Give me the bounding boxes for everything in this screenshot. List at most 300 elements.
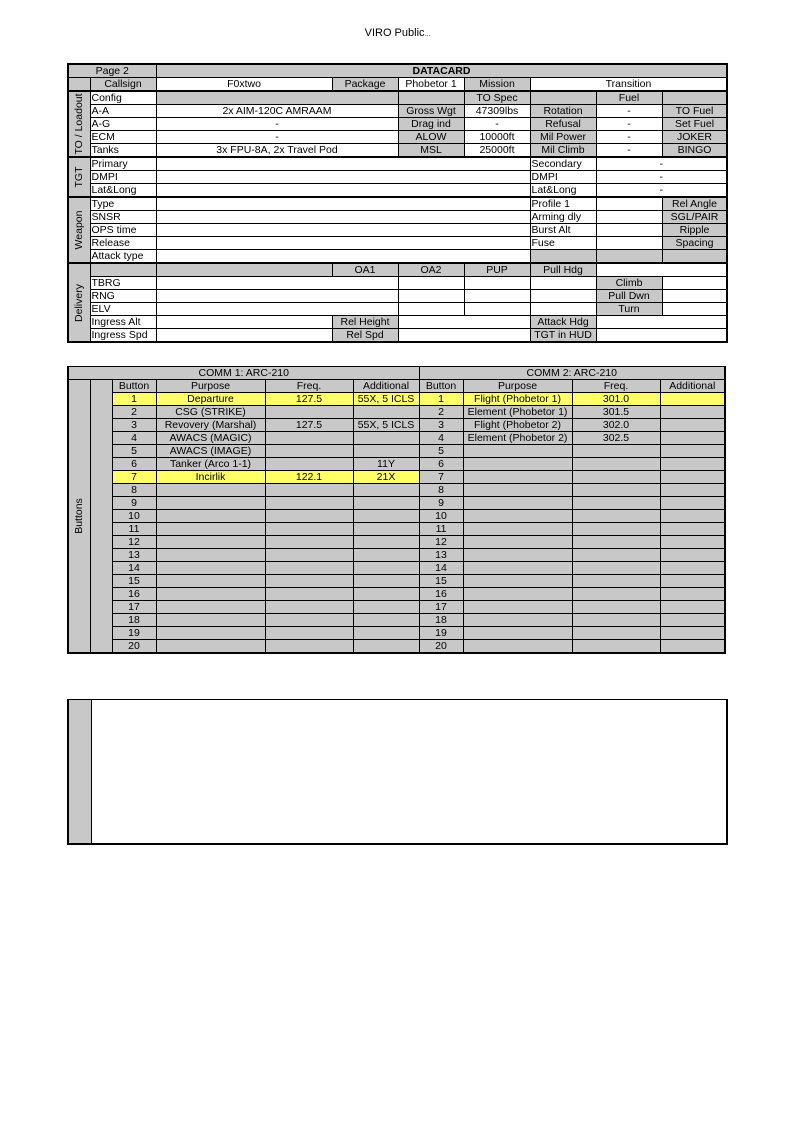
comm1-button-cell: 11 [112, 523, 156, 536]
drag-label: Drag ind [398, 118, 464, 131]
comm-row [68, 523, 725, 536]
comm2-freq-cell[interactable] [572, 471, 660, 484]
turn-value[interactable] [662, 303, 727, 316]
comm2-button-cell: 16 [419, 588, 463, 601]
comm2-freq-cell[interactable] [572, 510, 660, 523]
tanks-label: Tanks [90, 144, 156, 158]
comm1-additional-cell[interactable] [353, 627, 419, 640]
dmpi2-label: DMPI [530, 171, 596, 184]
comm2-button-cell: 6 [419, 458, 463, 471]
package-value[interactable]: Phobetor 1 [398, 78, 464, 92]
comm1-purpose-cell[interactable]: CSG (STRIKE) [156, 406, 265, 419]
page-label: Page 2 [68, 64, 156, 78]
comm2-additional-cell[interactable] [660, 575, 725, 588]
burst-value[interactable] [596, 224, 662, 237]
comm2-purpose-cell[interactable] [463, 536, 572, 549]
fuse-value[interactable] [596, 237, 662, 250]
msl-label: MSL [398, 144, 464, 158]
comm2-purpose-cell[interactable] [463, 614, 572, 627]
aa-value[interactable]: 2x AIM-120C AMRAAM [156, 105, 398, 118]
latlong-label: Lat&Long [90, 184, 156, 198]
elv-oa2[interactable] [464, 303, 530, 316]
pull-dwn-label: Pull Dwn [596, 290, 662, 303]
climb-value[interactable] [662, 277, 727, 290]
classification-header [0, 27, 795, 39]
comm2-purpose-cell[interactable] [463, 445, 572, 458]
comm1-purpose-cell[interactable] [156, 575, 265, 588]
comm1-purpose-cell[interactable]: AWACS (IMAGE) [156, 445, 265, 458]
profile-value[interactable] [596, 197, 662, 211]
rotation-value[interactable]: - [596, 105, 662, 118]
comm-row [68, 458, 725, 471]
comm1-freq-cell[interactable]: 127.5 [265, 393, 353, 406]
comm2-purpose-cell[interactable] [463, 549, 572, 562]
fuel-label: Fuel [596, 91, 662, 105]
tbrg-oa2[interactable] [464, 277, 530, 290]
comm2-additional-cell[interactable] [660, 536, 725, 549]
comm1-additional-cell[interactable] [353, 445, 419, 458]
comm2-button-cell: 5 [419, 445, 463, 458]
comm2-additional-cell[interactable] [660, 510, 725, 523]
notes-area[interactable] [67, 699, 728, 845]
notes-side-bar [69, 700, 92, 843]
ingress-alt-value[interactable] [156, 316, 332, 329]
comm2-additional-cell[interactable] [660, 562, 725, 575]
type-value[interactable] [156, 197, 530, 211]
comm2-additional-cell[interactable] [660, 640, 725, 654]
comm2-freq-cell[interactable] [572, 497, 660, 510]
comm2-freq-cell[interactable]: 301.0 [572, 393, 660, 406]
comm1-purpose-cell[interactable] [156, 484, 265, 497]
comm-row [68, 588, 725, 601]
mil-climb-value[interactable]: - [596, 144, 662, 158]
primary-label: Primary [90, 157, 156, 171]
comm1-button-cell: 17 [112, 601, 156, 614]
ripple-label: Ripple [662, 224, 727, 237]
comm2-additional-cell[interactable] [660, 432, 725, 445]
ag-value[interactable]: - [156, 118, 398, 131]
comm1-additional-cell[interactable] [353, 640, 419, 654]
comm2-purpose-cell[interactable] [463, 575, 572, 588]
rel-spd-value[interactable] [398, 329, 530, 343]
ecm-label: ECM [90, 131, 156, 144]
comm2-button-cell: 9 [419, 497, 463, 510]
comm-row [68, 406, 725, 419]
comm2-additional-cell[interactable] [660, 627, 725, 640]
comm-row [68, 614, 725, 627]
section-delivery: Delivery [68, 263, 90, 342]
comm1-additional-cell[interactable]: 55X, 5 ICLS [353, 419, 419, 432]
secondary-label: Secondary [530, 157, 596, 171]
snsr-value[interactable] [156, 211, 530, 224]
comm2-freq-cell[interactable] [572, 536, 660, 549]
comm2-button-cell: 2 [419, 406, 463, 419]
comm2-purpose-cell[interactable]: Flight (Phobetor 2) [463, 419, 572, 432]
rng-value[interactable] [156, 290, 398, 303]
comm2-freq-cell[interactable] [572, 614, 660, 627]
comm1-purpose-cell[interactable]: Revovery (Marshal) [156, 419, 265, 432]
comm2-title: COMM 2: ARC-210 [419, 367, 725, 380]
comm1-additional-cell[interactable] [353, 510, 419, 523]
latlong2-value[interactable]: - [596, 184, 727, 198]
comm1-additional-cell[interactable] [353, 497, 419, 510]
arming-label: Arming dly [530, 211, 596, 224]
comm1-button-cell: 20 [112, 640, 156, 654]
comm-row [68, 627, 725, 640]
comm2-button-cell: 17 [419, 601, 463, 614]
comm2-col-purpose: Purpose [463, 380, 572, 393]
comm-row [68, 510, 725, 523]
bingo-label: BINGO [662, 144, 727, 158]
comm1-additional-cell[interactable] [353, 523, 419, 536]
comm-row [68, 432, 725, 445]
comm1-freq-cell[interactable] [265, 562, 353, 575]
comm-row [68, 484, 725, 497]
comm2-button-cell: 15 [419, 575, 463, 588]
msl-value[interactable]: 25000ft [464, 144, 530, 158]
comm1-additional-cell[interactable] [353, 588, 419, 601]
comm-row [68, 562, 725, 575]
sgl-pair-label: SGL/PAIR [662, 211, 727, 224]
tgt-hud-value[interactable] [596, 329, 727, 343]
comm2-button-cell: 3 [419, 419, 463, 432]
comm1-button-cell: 8 [112, 484, 156, 497]
snsr-label: SNSR [90, 211, 156, 224]
comm2-additional-cell[interactable] [660, 497, 725, 510]
attack-type-value[interactable] [156, 250, 530, 264]
comm2-purpose-cell[interactable] [463, 497, 572, 510]
comm2-additional-cell[interactable] [660, 549, 725, 562]
mission-row [68, 78, 727, 92]
mission-label: Mission [464, 78, 530, 92]
elv-oa1[interactable] [398, 303, 464, 316]
joker-label: JOKER [662, 131, 727, 144]
fuse-label: Fuse [530, 237, 596, 250]
mission-value[interactable]: Transition [530, 78, 727, 92]
pull-hdg-value[interactable] [596, 263, 727, 277]
rel-height-label: Rel Height [332, 316, 398, 329]
comm2-button-cell: 7 [419, 471, 463, 484]
ops-value[interactable] [156, 224, 530, 237]
classification-label: VIRO Public [364, 27, 425, 39]
attack-hdg-value[interactable] [596, 316, 727, 329]
mil-power-label: Mil Power [530, 131, 596, 144]
comm1-freq-cell[interactable] [265, 575, 353, 588]
comm1-additional-cell[interactable] [353, 614, 419, 627]
pup-label: PUP [464, 263, 530, 277]
comm2-purpose-cell[interactable] [463, 510, 572, 523]
comm2-additional-cell[interactable] [660, 484, 725, 497]
comm2-freq-cell[interactable] [572, 562, 660, 575]
comm1-freq-cell[interactable] [265, 614, 353, 627]
comm2-purpose-cell[interactable] [463, 471, 572, 484]
comm1-purpose-cell[interactable] [156, 627, 265, 640]
comm1-freq-cell[interactable] [265, 601, 353, 614]
comm2-purpose-cell[interactable] [463, 601, 572, 614]
gross-wgt-label: Gross Wgt [398, 105, 464, 118]
comm1-additional-cell[interactable] [353, 575, 419, 588]
comm1-button-cell: 7 [112, 471, 156, 484]
latlong2-label: Lat&Long [530, 184, 596, 198]
comm-row [68, 471, 725, 484]
comm1-additional-cell[interactable] [353, 536, 419, 549]
comm1-additional-cell[interactable]: 21X [353, 471, 419, 484]
elv-pup[interactable] [530, 303, 596, 316]
comm1-button-cell: 9 [112, 497, 156, 510]
comm1-freq-cell[interactable] [265, 510, 353, 523]
gross-wgt-value[interactable]: 47309lbs [464, 105, 530, 118]
comm1-purpose-cell[interactable] [156, 536, 265, 549]
release-label: Release [90, 237, 156, 250]
comm1-additional-cell[interactable] [353, 406, 419, 419]
comm1-additional-cell[interactable]: 55X, 5 ICLS [353, 393, 419, 406]
elv-value[interactable] [156, 303, 398, 316]
elv-label: ELV [90, 303, 156, 316]
tanks-value[interactable]: 3x FPU-8A, 2x Travel Pod [156, 144, 398, 158]
comm-row [68, 419, 725, 432]
comm1-purpose-cell[interactable] [156, 588, 265, 601]
comm1-button-cell: 6 [112, 458, 156, 471]
comm2-button-cell: 20 [419, 640, 463, 654]
spacing-label: Spacing [662, 237, 727, 250]
comm2-freq-cell[interactable] [572, 601, 660, 614]
title-row [68, 64, 727, 78]
tbrg-value[interactable] [156, 277, 398, 290]
comm2-button-cell: 8 [419, 484, 463, 497]
tbrg-pup[interactable] [530, 277, 596, 290]
comm2-freq-cell[interactable] [572, 549, 660, 562]
pull-hdg-label: Pull Hdg [530, 263, 596, 277]
comm-row [68, 575, 725, 588]
comm1-col-additional: Additional [353, 380, 419, 393]
release-value[interactable] [156, 237, 530, 250]
tbrg-oa1[interactable] [398, 277, 464, 290]
rel-angle-label: Rel Angle [662, 197, 727, 211]
type-label: Type [90, 197, 156, 211]
comm1-purpose-cell[interactable] [156, 497, 265, 510]
rotation-label: Rotation [530, 105, 596, 118]
comm-row [68, 549, 725, 562]
primary-value[interactable] [156, 157, 530, 171]
comm2-additional-cell[interactable] [660, 471, 725, 484]
rng-oa2[interactable] [464, 290, 530, 303]
comm1-purpose-cell[interactable] [156, 523, 265, 536]
dmpi-label: DMPI [90, 171, 156, 184]
comm1-additional-cell[interactable] [353, 484, 419, 497]
mil-power-value[interactable]: - [596, 131, 662, 144]
comm2-freq-cell[interactable] [572, 575, 660, 588]
arming-value[interactable] [596, 211, 662, 224]
comm1-freq-cell[interactable] [265, 445, 353, 458]
comm1-freq-cell[interactable] [265, 627, 353, 640]
to-fuel-label: TO Fuel [662, 105, 727, 118]
oa1-label: OA1 [332, 263, 398, 277]
comm2-button-cell: 11 [419, 523, 463, 536]
comm2-freq-cell[interactable]: 301.5 [572, 406, 660, 419]
comm1-freq-cell[interactable] [265, 523, 353, 536]
comm1-col-purpose: Purpose [156, 380, 265, 393]
comm1-additional-cell[interactable] [353, 549, 419, 562]
comm1-button-cell: 13 [112, 549, 156, 562]
rel-height-value[interactable] [398, 316, 530, 329]
comm1-purpose-cell[interactable] [156, 510, 265, 523]
comm1-purpose-cell[interactable] [156, 562, 265, 575]
alow-label: ALOW [398, 131, 464, 144]
latlong-value[interactable] [156, 184, 530, 198]
comm2-button-cell: 19 [419, 627, 463, 640]
comm1-col-button: Button [112, 380, 156, 393]
rel-spd-label: Rel Spd [332, 329, 398, 343]
comm2-additional-cell[interactable] [660, 523, 725, 536]
classification-dots: ... [424, 31, 431, 38]
comm1-additional-cell[interactable] [353, 432, 419, 445]
comm2-purpose-cell[interactable] [463, 588, 572, 601]
comm1-freq-cell[interactable]: 127.5 [265, 419, 353, 432]
comm2-button-cell: 1 [419, 393, 463, 406]
comm-row [68, 445, 725, 458]
comm1-button-cell: 19 [112, 627, 156, 640]
comm-row [68, 640, 725, 654]
comm1-col-freq: Freq. [265, 380, 353, 393]
comm1-purpose-cell[interactable]: Departure [156, 393, 265, 406]
comm1-button-cell: 14 [112, 562, 156, 575]
comm1-button-cell: 16 [112, 588, 156, 601]
burst-label: Burst Alt [530, 224, 596, 237]
oa2-label: OA2 [398, 263, 464, 277]
drag-value[interactable]: - [464, 118, 530, 131]
comm2-purpose-cell[interactable] [463, 484, 572, 497]
climb-label: Climb [596, 277, 662, 290]
comm2-button-cell: 4 [419, 432, 463, 445]
rng-label: RNG [90, 290, 156, 303]
comm1-freq-cell[interactable] [265, 497, 353, 510]
comm1-purpose-cell[interactable]: AWACS (MAGIC) [156, 432, 265, 445]
comm2-purpose-cell[interactable] [463, 640, 572, 654]
section-buttons: Buttons [68, 380, 90, 654]
comm2-button-cell: 13 [419, 549, 463, 562]
package-label: Package [332, 78, 398, 92]
comm1-freq-cell[interactable] [265, 432, 353, 445]
comm2-purpose-cell[interactable] [463, 523, 572, 536]
tgt-hud-label: TGT in HUD [530, 329, 596, 343]
callsign-label: Callsign [90, 78, 156, 92]
comm2-additional-cell[interactable] [660, 588, 725, 601]
comm1-freq-cell[interactable] [265, 536, 353, 549]
comm-row [68, 393, 725, 406]
comm2-additional-cell[interactable] [660, 406, 725, 419]
dmpi2-value[interactable]: - [596, 171, 727, 184]
comm1-freq-cell[interactable] [265, 484, 353, 497]
section-weapon: Weapon [68, 197, 90, 263]
comm-row [68, 536, 725, 549]
comm1-purpose-cell[interactable] [156, 601, 265, 614]
comm2-freq-cell[interactable] [572, 484, 660, 497]
comm2-freq-cell[interactable] [572, 640, 660, 654]
comm2-col-button: Button [419, 380, 463, 393]
dmpi-value[interactable] [156, 171, 530, 184]
comm1-purpose-cell[interactable] [156, 640, 265, 654]
comm2-purpose-cell[interactable] [463, 562, 572, 575]
attack-type-label: Attack type [90, 250, 156, 264]
comm2-freq-cell[interactable] [572, 627, 660, 640]
comm1-button-cell: 12 [112, 536, 156, 549]
comm2-freq-cell[interactable]: 302.0 [572, 419, 660, 432]
comm1-button-cell: 10 [112, 510, 156, 523]
comm2-button-cell: 12 [419, 536, 463, 549]
comm1-additional-cell[interactable] [353, 562, 419, 575]
comm2-purpose-cell[interactable] [463, 627, 572, 640]
comm2-purpose-cell[interactable]: Flight (Phobetor 1) [463, 393, 572, 406]
comm1-button-cell: 15 [112, 575, 156, 588]
comm2-freq-cell[interactable] [572, 588, 660, 601]
rng-pup[interactable] [530, 290, 596, 303]
ingress-spd-value[interactable] [156, 329, 332, 343]
config-label: Config [90, 91, 156, 105]
to-spec-label: TO Spec [464, 91, 530, 105]
ecm-value[interactable]: - [156, 131, 398, 144]
comm2-purpose-cell[interactable] [463, 458, 572, 471]
comm2-additional-cell[interactable] [660, 458, 725, 471]
comm-row [68, 601, 725, 614]
comm1-purpose-cell[interactable]: Tanker (Arco 1-1) [156, 458, 265, 471]
datacard-table [67, 63, 728, 343]
comm1-freq-cell[interactable] [265, 549, 353, 562]
tbrg-label: TBRG [90, 277, 156, 290]
comm1-button-cell: 3 [112, 419, 156, 432]
comm1-button-cell: 2 [112, 406, 156, 419]
callsign-value[interactable]: F0xtwo [156, 78, 332, 92]
comm1-button-cell: 1 [112, 393, 156, 406]
secondary-value[interactable]: - [596, 157, 727, 171]
comm1-freq-cell[interactable]: 122.1 [265, 471, 353, 484]
comm1-additional-cell[interactable] [353, 601, 419, 614]
comm1-freq-cell[interactable] [265, 458, 353, 471]
comm1-button-cell: 18 [112, 614, 156, 627]
comm2-col-additional: Additional [660, 380, 725, 393]
profile-label: Profile 1 [530, 197, 596, 211]
comm2-freq-cell[interactable] [572, 523, 660, 536]
comm2-additional-cell[interactable] [660, 614, 725, 627]
comm1-purpose-cell[interactable] [156, 549, 265, 562]
comm1-freq-cell[interactable] [265, 640, 353, 654]
comm-table [67, 366, 726, 654]
comm2-additional-cell[interactable] [660, 601, 725, 614]
section-tgt: TGT [68, 157, 90, 197]
comm1-freq-cell[interactable] [265, 406, 353, 419]
pull-dwn-value[interactable] [662, 290, 727, 303]
alow-value[interactable]: 10000ft [464, 131, 530, 144]
comm2-freq-cell[interactable] [572, 458, 660, 471]
comm2-additional-cell[interactable] [660, 393, 725, 406]
comm2-additional-cell[interactable] [660, 419, 725, 432]
ops-label: OPS time [90, 224, 156, 237]
refusal-value[interactable]: - [596, 118, 662, 131]
comm2-additional-cell[interactable] [660, 445, 725, 458]
rng-oa1[interactable] [398, 290, 464, 303]
comm2-purpose-cell[interactable]: Element (Phobetor 1) [463, 406, 572, 419]
comm1-freq-cell[interactable] [265, 588, 353, 601]
section-loadout: TO / Loadout [68, 91, 90, 157]
comm2-freq-cell[interactable] [572, 445, 660, 458]
comm1-additional-cell[interactable]: 11Y [353, 458, 419, 471]
comm2-purpose-cell[interactable]: Element (Phobetor 2) [463, 432, 572, 445]
comm2-button-cell: 10 [419, 510, 463, 523]
comm1-purpose-cell[interactable]: Incirlik [156, 471, 265, 484]
comm1-purpose-cell[interactable] [156, 614, 265, 627]
comm2-freq-cell[interactable]: 302.5 [572, 432, 660, 445]
comm-row [68, 497, 725, 510]
comm1-button-cell: 5 [112, 445, 156, 458]
